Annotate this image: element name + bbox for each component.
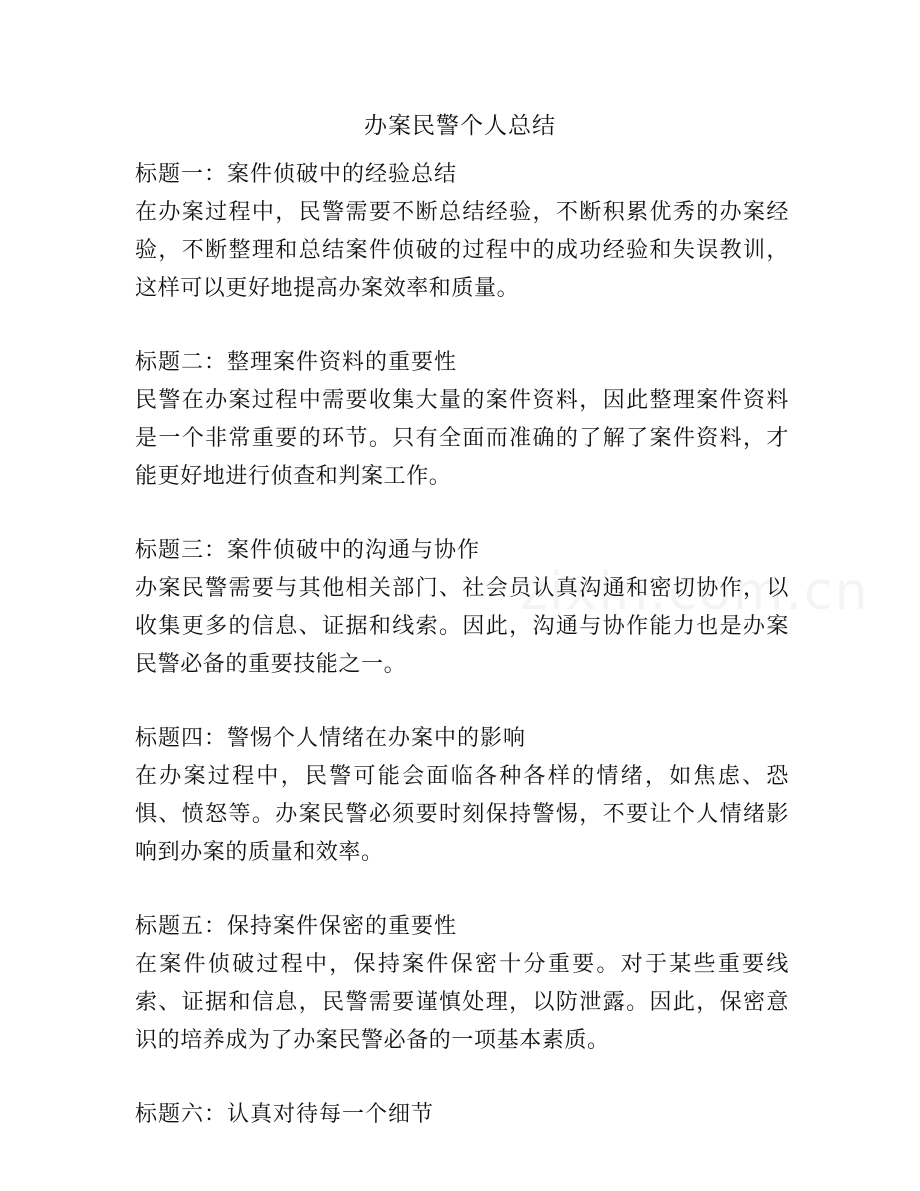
section-paragraph: 民警在办案过程中需要收集大量的案件资料，因此整理案件资料是一个非常重要的环节。只有全面而准确的了解了案件资料，才能更好地进行侦查和判案工作。 (135, 388, 789, 489)
section-heading: 标题一：案件侦破中的经验总结 (135, 162, 458, 187)
section-5 (135, 908, 789, 1060)
document-body (135, 156, 789, 1170)
document-title: 办案民警个人总结 (364, 113, 556, 139)
section-paragraph: 在办案过程中，民警需要不断总结经验，不断积累优秀的办案经验，不断整理和总结案件侦破的过程中的成功经验和失误教训，这样可以更好地提高办案效率和质量。 (135, 200, 789, 301)
section-2 (135, 344, 789, 496)
section-3 (135, 532, 789, 684)
section-paragraph: 在案件侦破过程中，保持案件保密十分重要。对于某些重要线索、证据和信息，民警需要谨慎处理，以防泄露。因此，保密意识的培养成为了办案民警必备的一项基本素质。 (135, 952, 789, 1053)
section-4 (135, 720, 789, 872)
section-heading: 标题二：整理案件资料的重要性 (135, 350, 458, 375)
section-paragraph: 在办案过程中，民警可能会面临各种各样的情绪，如焦虑、恐惧、愤怒等。办案民警必须要时刻保持警惕，不要让个人情绪影响到办案的质量和效率。 (135, 764, 789, 865)
section-paragraph: 办案民警需要与其他相关部门、社会员认真沟通和密切协作，以收集更多的信息、证据和线索。因此，沟通与协作能力也是办案民警必备的重要技能之一。 (135, 576, 789, 677)
section-heading: 标题三：案件侦破中的沟通与协作 (135, 538, 481, 563)
section-1 (135, 156, 789, 308)
section-heading: 标题六：认真对待每一个细节 (135, 1102, 435, 1127)
section-heading: 标题五：保持案件保密的重要性 (135, 914, 458, 939)
section-6 (135, 1096, 789, 1134)
section-heading: 标题四：警惕个人情绪在办案中的影响 (135, 726, 527, 751)
